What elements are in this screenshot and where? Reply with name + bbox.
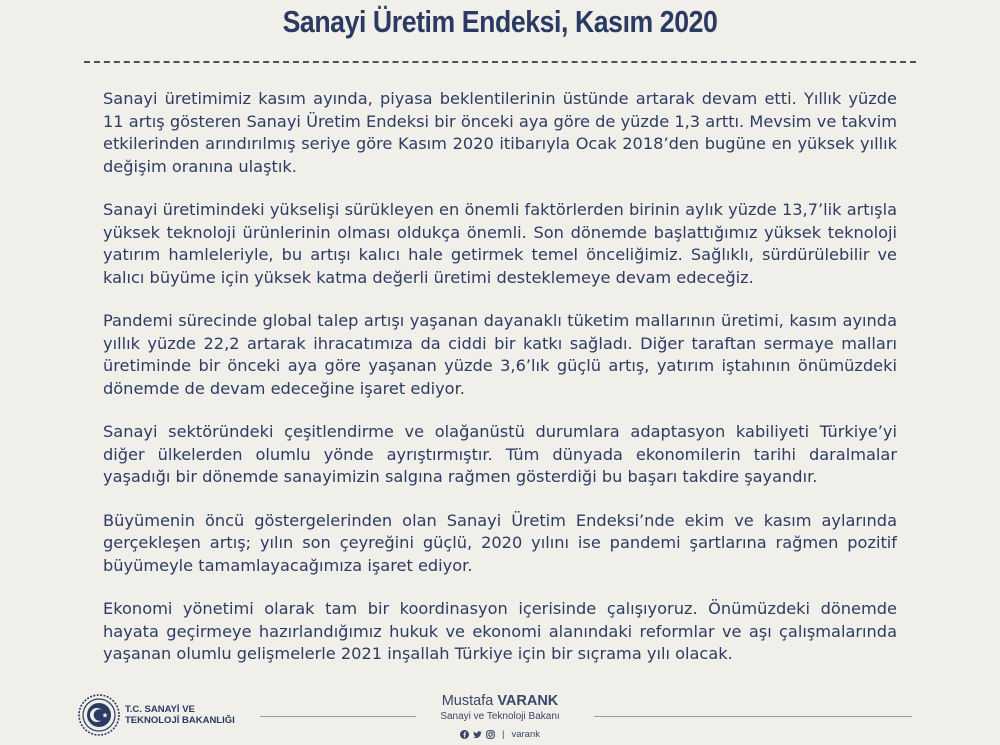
- signer-title: Sanayi ve Teknoloji Bakanı: [440, 711, 560, 722]
- signature-block: [400, 693, 600, 740]
- signer-name: [400, 693, 600, 710]
- social-handle[interactable]: varank: [511, 729, 540, 740]
- ministry-name-line1: T.C. SANAYİ VE: [125, 704, 195, 715]
- signer-last-name: VARANK: [497, 693, 559, 709]
- paragraph: Ekonomi yönetimi olarak tam bir koordinasyon içerisinde çalışıyoruz. Önümüzdeki dönemde hayata geçirmeye hazırlandığımız hukuk ve ekonomi alanındaki reformlar ve aşı çalışmalarında yaşanan olumlu gelişmelerle 2021 inşallah Türkiye için bir sıçrama yılı olacak.: [103, 599, 897, 663]
- social-links: [400, 729, 600, 740]
- statement-body: [103, 88, 897, 687]
- facebook-icon[interactable]: [460, 730, 469, 739]
- paragraph: Sanayi üretimimiz kasım ayında, piyasa beklentilerinin üstünde artarak devam etti. Yıllık yüzde 11 artış gösteren Sanayi Üretim Endeksi bir önceki aya göre de yüzde 1,3 arttı. Mevsim ve takvim etkilerinden arındırılmış seriye göre Kasım 2020 itibarıyla Ocak 2018’den bugüne en yüksek yıllık değişim oranına ulaştık.: [103, 89, 897, 176]
- paragraph: Pandemi sürecinde global talep artışı yaşanan dayanaklı tüketim mallarının üretimi, kasım ayında yıllık yüzde 22,2 artarak ihracatımıza da ciddi bir katkı sağladı. Diğer taraftan sermaye malları üretiminde bir önceki aya göre yaşanan yüzde 3,6’lık güçlü artış, yatırım iştahının önümüzdeki dönemde de devam edeceğine işaret ediyor.: [103, 311, 897, 398]
- page-title: Sanayi Üretim Endeksi, Kasım 2020: [282, 4, 718, 39]
- paragraph: Büyümenin öncü göstergelerinden olan Sanayi Üretim Endeksi’nde ekim ve kasım aylarında gerçekleşen artış; yılın son çeyreğini güçlü, 2020 yılını ise pandemi şartlarına rağmen pozitif büyümeyle tamamlayacağımıza işaret ediyor.: [103, 510, 897, 575]
- ministry-name-line2: TEKNOLOJİ BAKANLIĞI: [125, 715, 235, 726]
- signer-first-name: Mustafa: [441, 693, 494, 709]
- footer-divider-right: [594, 716, 912, 717]
- paragraph: Sanayi sektöründeki çeşitlendirme ve olağanüstü durumlara adaptasyon kabiliyeti Türkiye’yi diğer ülkelerden olumlu yönde ayrıştırmıştır. Tüm dünyada ekonomilerin tarihi daralmalar yaşadığı bir dönemde sanayimizin salgına rağmen gösterdiği bu başarı takdire şayandır.: [103, 422, 897, 486]
- paragraph: Sanayi üretimindeki yükselişi sürükleyen en önemli faktörlerden birinin aylık yüzde 13,7’lik artışla yüksek teknoloji ürünlerinin olması oldukça önemli. Son dönemde başlattığımız yüksek teknoloji yatırım hamleleriyle, bu artışı kalıcı hale getirmek temel önceliğimiz. Sağlıklı, sürdürülebilir ve kalıcı büyüme için yüksek katma değerli üretimi desteklemeye devam edeceğiz.: [103, 200, 897, 287]
- title-divider: [84, 61, 916, 63]
- footer-divider-left: [260, 716, 416, 717]
- ministry-name: [125, 704, 235, 726]
- twitter-icon[interactable]: [473, 730, 482, 739]
- ministry-logo-icon: [78, 694, 120, 736]
- instagram-icon[interactable]: [486, 730, 495, 739]
- social-separator: |: [502, 729, 505, 740]
